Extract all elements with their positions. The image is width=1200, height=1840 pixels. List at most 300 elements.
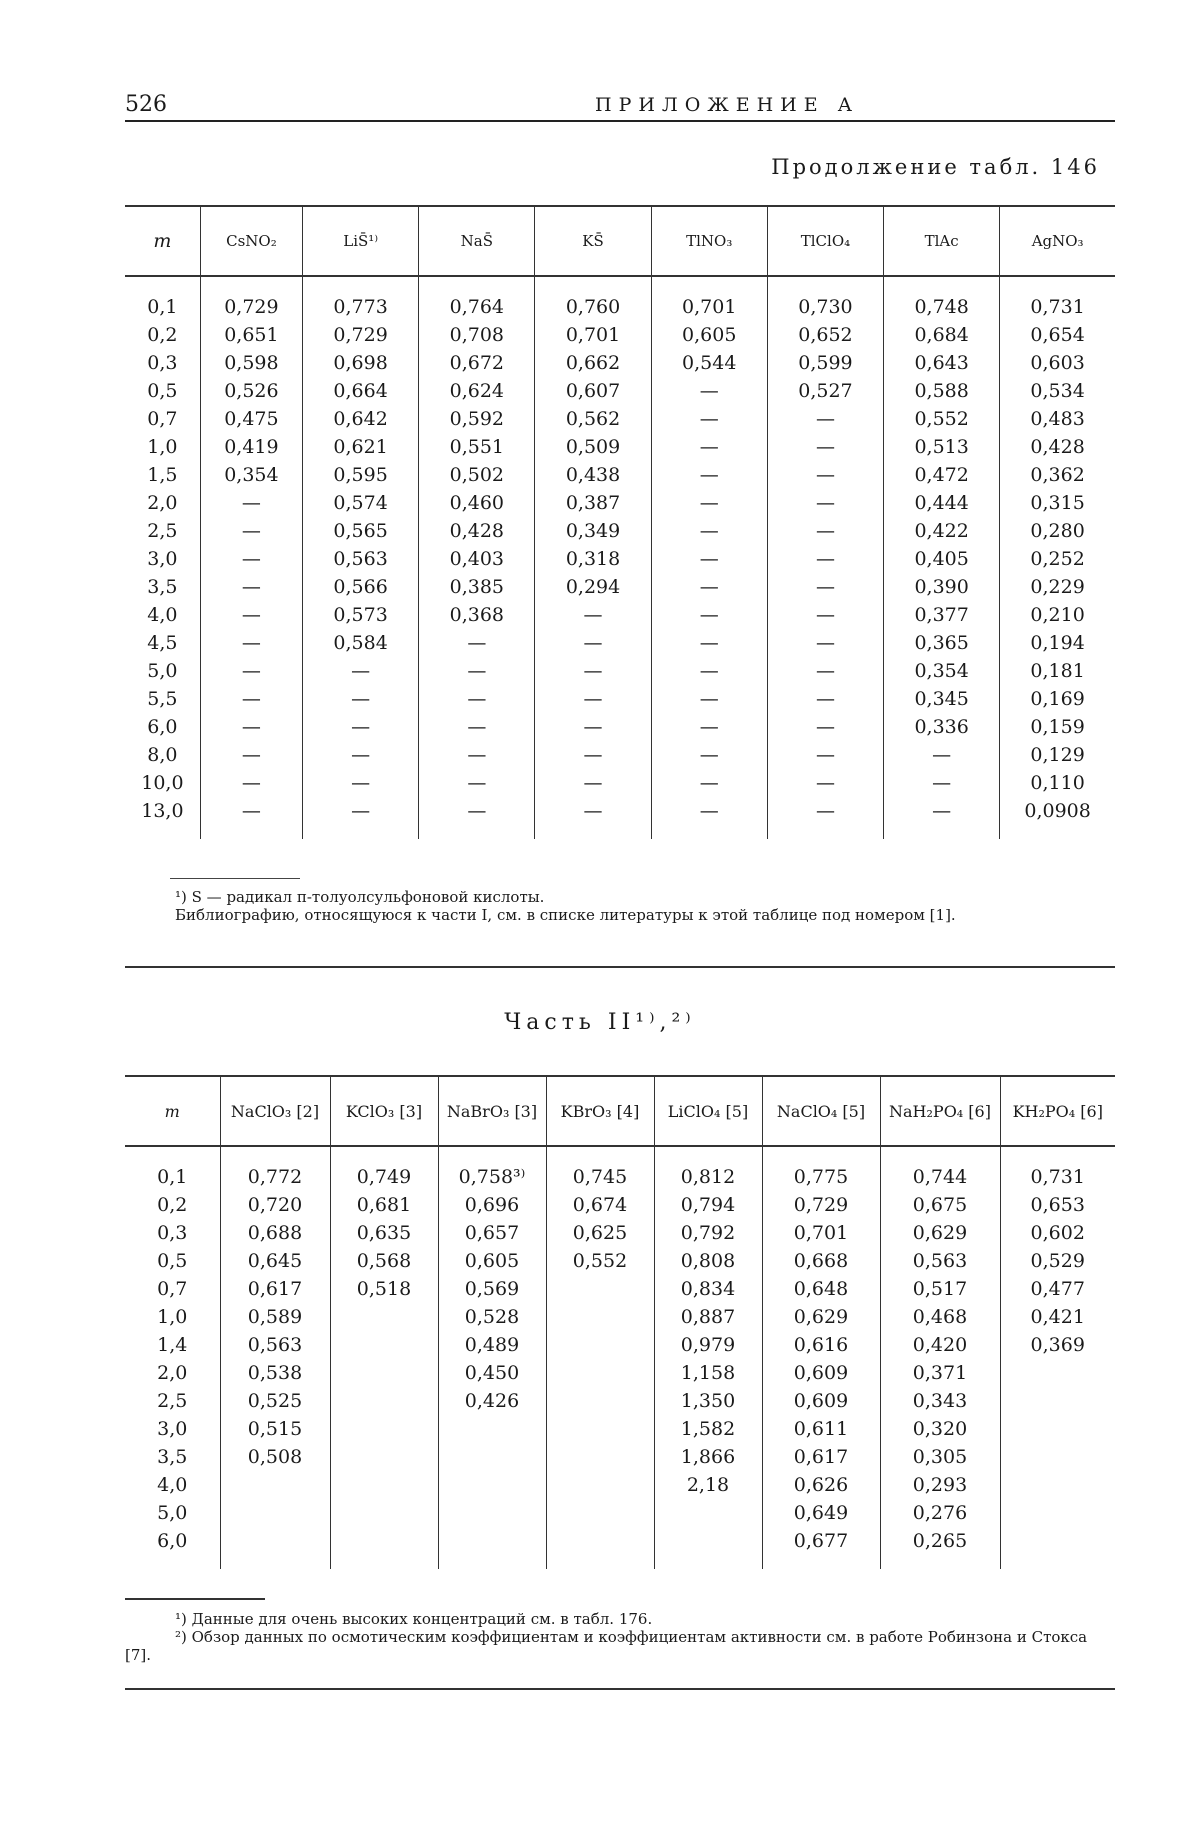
value-cell: —: [767, 433, 883, 461]
value-cell: —: [767, 545, 883, 573]
value-cell: 0,194: [1000, 629, 1115, 657]
value-cell: [1000, 1443, 1115, 1471]
value-cell: 0,588: [884, 377, 1000, 405]
value-cell: [1000, 1387, 1115, 1415]
value-cell: 0,792: [654, 1219, 762, 1247]
value-cell: 0,609: [762, 1387, 880, 1415]
table-row: [125, 433, 1115, 461]
value-cell: [220, 1527, 330, 1569]
molality-cell: 10,0: [141, 772, 184, 794]
value-cell: [330, 1331, 438, 1359]
molality-cell: 0,7: [157, 1278, 188, 1300]
value-cell: 0,544: [651, 349, 767, 377]
value-cell: 0,794: [654, 1191, 762, 1219]
value-cell: 0,708: [419, 321, 535, 349]
data-table-part1: [125, 205, 1115, 839]
footnote: ²) Обзор данных по осмотическим коэффициентам и коэффициентам активности см. в работе Робинзона и Стокса [7].: [125, 1628, 1088, 1664]
table-row: [125, 741, 1115, 769]
value-cell: 0,562: [535, 405, 651, 433]
molality-cell: 0,7: [147, 408, 178, 430]
value-cell: 0,169: [1000, 685, 1115, 713]
table-row: [125, 1191, 1115, 1219]
table-row: [125, 1387, 1115, 1415]
value-cell: 0,605: [438, 1247, 546, 1275]
value-cell: 0,668: [762, 1247, 880, 1275]
value-cell: 0,528: [438, 1303, 546, 1331]
value-cell: 0,385: [419, 573, 535, 601]
value-cell: 0,643: [884, 349, 1000, 377]
value-cell: 0,748: [884, 276, 1000, 321]
bottom-rule: [125, 1688, 1115, 1690]
column-header: m: [153, 230, 172, 252]
value-cell: [654, 1499, 762, 1527]
value-cell: —: [303, 741, 419, 769]
value-cell: [1000, 1499, 1115, 1527]
value-cell: 0,598: [200, 349, 302, 377]
value-cell: —: [535, 629, 651, 657]
value-cell: 0,468: [880, 1303, 1000, 1331]
value-cell: 0,609: [762, 1359, 880, 1387]
table-body: [125, 1146, 1115, 1569]
value-cell: —: [303, 797, 419, 839]
part-title: Часть II¹⁾,²⁾: [504, 1010, 696, 1035]
value-cell: —: [767, 517, 883, 545]
value-cell: 0,617: [762, 1443, 880, 1471]
value-cell: —: [767, 601, 883, 629]
value-cell: 0,696: [438, 1191, 546, 1219]
value-cell: —: [419, 797, 535, 839]
value-cell: —: [767, 797, 883, 839]
value-cell: —: [767, 405, 883, 433]
value-cell: —: [200, 601, 302, 629]
value-cell: [546, 1415, 654, 1443]
value-cell: 0,675: [880, 1191, 1000, 1219]
table-row: [125, 1331, 1115, 1359]
table-row: [125, 601, 1115, 629]
molality-cell: 3,0: [157, 1418, 188, 1440]
value-cell: 0,808: [654, 1247, 762, 1275]
value-cell: —: [535, 713, 651, 741]
value-cell: 0,0908: [1000, 797, 1115, 839]
value-cell: —: [651, 797, 767, 839]
value-cell: 0,617: [220, 1275, 330, 1303]
value-cell: 0,369: [1000, 1331, 1115, 1359]
page-number: 526: [125, 92, 167, 117]
footnote: Библиографию, относящуюся к части I, см. в списке литературы к этой таблице под номером [1].: [175, 906, 956, 924]
value-cell: —: [651, 713, 767, 741]
value-cell: 0,672: [419, 349, 535, 377]
molality-cell: 3,5: [157, 1446, 188, 1468]
molality-cell: 0,1: [147, 296, 178, 318]
table-header-row: [125, 206, 1115, 276]
value-cell: 1,582: [654, 1415, 762, 1443]
value-cell: —: [200, 741, 302, 769]
value-cell: 0,475: [200, 405, 302, 433]
value-cell: —: [200, 489, 302, 517]
value-cell: 0,419: [200, 433, 302, 461]
value-cell: 2,18: [654, 1471, 762, 1499]
value-cell: 0,729: [762, 1191, 880, 1219]
value-cell: —: [200, 517, 302, 545]
footnote-separator: [125, 1598, 265, 1600]
value-cell: 0,403: [419, 545, 535, 573]
value-cell: —: [303, 685, 419, 713]
value-cell: 0,566: [303, 573, 419, 601]
value-cell: [330, 1471, 438, 1499]
footnotes-part2: [125, 1610, 1115, 1664]
value-cell: —: [200, 573, 302, 601]
value-cell: 0,460: [419, 489, 535, 517]
data-table-part2: [125, 1075, 1115, 1569]
value-cell: 0,421: [1000, 1303, 1115, 1331]
value-cell: [654, 1527, 762, 1569]
value-cell: —: [200, 629, 302, 657]
value-cell: 0,405: [884, 545, 1000, 573]
value-cell: [330, 1443, 438, 1471]
value-cell: —: [419, 685, 535, 713]
value-cell: —: [651, 377, 767, 405]
value-cell: 0,420: [880, 1331, 1000, 1359]
value-cell: —: [535, 601, 651, 629]
value-cell: 0,387: [535, 489, 651, 517]
value-cell: [1000, 1527, 1115, 1569]
value-cell: 0,265: [880, 1527, 1000, 1569]
value-cell: —: [535, 797, 651, 839]
value-cell: 0,573: [303, 601, 419, 629]
table-row: [125, 1471, 1115, 1499]
molality-cell: 4,0: [147, 604, 178, 626]
value-cell: [1000, 1359, 1115, 1387]
value-cell: 0,731: [1000, 276, 1115, 321]
value-cell: 0,354: [884, 657, 1000, 685]
value-cell: [546, 1359, 654, 1387]
value-cell: [1000, 1471, 1115, 1499]
molality-cell: 0,2: [147, 324, 178, 346]
column-header: NaH₂PO₄ [6]: [880, 1076, 1000, 1146]
value-cell: —: [884, 797, 1000, 839]
value-cell: 0,701: [651, 276, 767, 321]
value-cell: —: [767, 713, 883, 741]
value-cell: 0,677: [762, 1527, 880, 1569]
value-cell: —: [767, 461, 883, 489]
value-cell: [546, 1443, 654, 1471]
value-cell: —: [419, 741, 535, 769]
column-header: LiClO₄ [5]: [654, 1076, 762, 1146]
table-row: [125, 405, 1115, 433]
value-cell: [546, 1471, 654, 1499]
value-cell: —: [200, 713, 302, 741]
column-header: AgNO₃: [1000, 206, 1115, 276]
column-header: TlAc: [884, 206, 1000, 276]
value-cell: —: [651, 769, 767, 797]
value-cell: 0,635: [330, 1219, 438, 1247]
value-cell: 1,350: [654, 1387, 762, 1415]
value-cell: 0,626: [762, 1471, 880, 1499]
table-row: [125, 321, 1115, 349]
value-cell: 0,320: [880, 1415, 1000, 1443]
value-cell: 1,158: [654, 1359, 762, 1387]
value-cell: 0,489: [438, 1331, 546, 1359]
footnote: ¹) Данные для очень высоких концентраций см. в табл. 176.: [175, 1610, 653, 1628]
table-row: [125, 713, 1115, 741]
value-cell: 0,731: [1000, 1146, 1115, 1191]
value-cell: 0,390: [884, 573, 1000, 601]
value-cell: 0,744: [880, 1146, 1000, 1191]
column-header: NaClO₃ [2]: [220, 1076, 330, 1146]
value-cell: 0,428: [1000, 433, 1115, 461]
column-header: KS̄: [535, 206, 651, 276]
value-cell: [438, 1443, 546, 1471]
value-cell: 0,551: [419, 433, 535, 461]
value-cell: 0,422: [884, 517, 1000, 545]
table-row: [125, 1527, 1115, 1569]
value-cell: 0,616: [762, 1331, 880, 1359]
value-cell: 0,629: [880, 1219, 1000, 1247]
value-cell: 0,745: [546, 1146, 654, 1191]
value-cell: 0,343: [880, 1387, 1000, 1415]
molality-cell: 13,0: [141, 800, 184, 822]
value-cell: 0,887: [654, 1303, 762, 1331]
value-cell: [546, 1275, 654, 1303]
molality-cell: 2,5: [147, 520, 178, 542]
table-row: [125, 1219, 1115, 1247]
value-cell: 0,525: [220, 1387, 330, 1415]
table-row: [125, 1499, 1115, 1527]
value-cell: 0,599: [767, 349, 883, 377]
value-cell: 0,584: [303, 629, 419, 657]
value-cell: 0,592: [419, 405, 535, 433]
value-cell: 0,701: [762, 1219, 880, 1247]
value-cell: —: [419, 629, 535, 657]
table-row: [125, 1359, 1115, 1387]
value-cell: —: [200, 685, 302, 713]
value-cell: 0,645: [220, 1247, 330, 1275]
value-cell: 0,252: [1000, 545, 1115, 573]
value-cell: 0,654: [1000, 321, 1115, 349]
value-cell: 0,652: [767, 321, 883, 349]
value-cell: 0,472: [884, 461, 1000, 489]
value-cell: 1,866: [654, 1443, 762, 1471]
value-cell: [438, 1415, 546, 1443]
table-row: [125, 657, 1115, 685]
value-cell: 0,276: [880, 1499, 1000, 1527]
value-cell: 0,181: [1000, 657, 1115, 685]
column-header: NaBrO₃ [3]: [438, 1076, 546, 1146]
molality-cell: 0,1: [157, 1166, 188, 1188]
value-cell: 0,642: [303, 405, 419, 433]
value-cell: —: [535, 769, 651, 797]
value-cell: 0,569: [438, 1275, 546, 1303]
table-row: [125, 349, 1115, 377]
value-cell: 0,664: [303, 377, 419, 405]
section-rule: [125, 966, 1115, 968]
table-header-row: [125, 1076, 1115, 1146]
value-cell: 0,354: [200, 461, 302, 489]
value-cell: 0,688: [220, 1219, 330, 1247]
table-row: [125, 276, 1115, 321]
value-cell: 0,603: [1000, 349, 1115, 377]
molality-cell: 2,0: [147, 492, 178, 514]
column-header: m: [164, 1101, 180, 1121]
value-cell: 0,698: [303, 349, 419, 377]
molality-cell: 0,3: [147, 352, 178, 374]
molality-cell: 0,3: [157, 1222, 188, 1244]
value-cell: 0,624: [419, 377, 535, 405]
molality-cell: 8,0: [147, 744, 178, 766]
value-cell: 0,336: [884, 713, 1000, 741]
value-cell: [1000, 1415, 1115, 1443]
value-cell: [546, 1303, 654, 1331]
molality-cell: 2,5: [157, 1390, 188, 1412]
value-cell: —: [419, 713, 535, 741]
footnotes-part1: [125, 888, 1115, 924]
molality-cell: 0,5: [147, 380, 178, 402]
value-cell: 0,508: [220, 1443, 330, 1471]
column-header: KClO₃ [3]: [330, 1076, 438, 1146]
value-cell: —: [651, 685, 767, 713]
molality-cell: 6,0: [147, 716, 178, 738]
column-header: TlClO₄: [767, 206, 883, 276]
value-cell: —: [303, 657, 419, 685]
value-cell: 0,764: [419, 276, 535, 321]
molality-cell: 2,0: [157, 1362, 188, 1384]
value-cell: 0,568: [330, 1247, 438, 1275]
table-row: [125, 1275, 1115, 1303]
value-cell: —: [767, 573, 883, 601]
value-cell: 0,565: [303, 517, 419, 545]
column-header: KBrO₃ [4]: [546, 1076, 654, 1146]
value-cell: 0,438: [535, 461, 651, 489]
value-cell: 0,563: [880, 1247, 1000, 1275]
value-cell: —: [767, 769, 883, 797]
value-cell: 0,812: [654, 1146, 762, 1191]
molality-cell: 5,0: [147, 660, 178, 682]
value-cell: 0,605: [651, 321, 767, 349]
value-cell: 0,229: [1000, 573, 1115, 601]
value-cell: [546, 1331, 654, 1359]
value-cell: 0,280: [1000, 517, 1115, 545]
value-cell: 0,563: [220, 1331, 330, 1359]
table-row: [125, 1146, 1115, 1191]
value-cell: 0,368: [419, 601, 535, 629]
value-cell: 0,349: [535, 517, 651, 545]
value-cell: 0,730: [767, 276, 883, 321]
molality-cell: 3,0: [147, 548, 178, 570]
molality-cell: 1,4: [157, 1334, 188, 1356]
value-cell: 0,758³⁾: [438, 1146, 546, 1191]
value-cell: 0,607: [535, 377, 651, 405]
value-cell: —: [651, 461, 767, 489]
value-cell: —: [767, 629, 883, 657]
value-cell: 0,159: [1000, 713, 1115, 741]
table-row: [125, 489, 1115, 517]
molality-cell: 1,5: [147, 464, 178, 486]
footnote: ¹) S — радикал п-толуолсульфоновой кислоты.: [175, 888, 545, 906]
value-cell: 0,589: [220, 1303, 330, 1331]
value-cell: 0,563: [303, 545, 419, 573]
header-rule: [125, 120, 1115, 122]
value-cell: —: [200, 769, 302, 797]
value-cell: 0,662: [535, 349, 651, 377]
value-cell: —: [767, 741, 883, 769]
column-header: NaClO₄ [5]: [762, 1076, 880, 1146]
value-cell: —: [651, 657, 767, 685]
value-cell: 0,294: [535, 573, 651, 601]
footnote-separator: [170, 878, 300, 879]
value-cell: 0,426: [438, 1387, 546, 1415]
value-cell: 0,509: [535, 433, 651, 461]
value-cell: 0,526: [200, 377, 302, 405]
value-cell: 0,749: [330, 1146, 438, 1191]
value-cell: [438, 1499, 546, 1527]
value-cell: [330, 1359, 438, 1387]
value-cell: 0,657: [438, 1219, 546, 1247]
value-cell: 0,629: [762, 1303, 880, 1331]
value-cell: 0,517: [880, 1275, 1000, 1303]
table-row: [125, 545, 1115, 573]
value-cell: —: [651, 405, 767, 433]
value-cell: —: [767, 489, 883, 517]
value-cell: —: [651, 573, 767, 601]
value-cell: —: [651, 545, 767, 573]
molality-cell: 1,0: [147, 436, 178, 458]
value-cell: 0,450: [438, 1359, 546, 1387]
value-cell: 0,365: [884, 629, 1000, 657]
value-cell: 0,502: [419, 461, 535, 489]
table-row: [125, 797, 1115, 839]
value-cell: 0,552: [884, 405, 1000, 433]
value-cell: 0,515: [220, 1415, 330, 1443]
value-cell: 0,625: [546, 1219, 654, 1247]
table-row: [125, 629, 1115, 657]
value-cell: 0,681: [330, 1191, 438, 1219]
value-cell: 0,444: [884, 489, 1000, 517]
value-cell: 0,674: [546, 1191, 654, 1219]
value-cell: [330, 1527, 438, 1569]
value-cell: —: [535, 685, 651, 713]
value-cell: 0,552: [546, 1247, 654, 1275]
value-cell: 0,483: [1000, 405, 1115, 433]
value-cell: 0,362: [1000, 461, 1115, 489]
table-row: [125, 517, 1115, 545]
value-cell: [546, 1499, 654, 1527]
value-cell: —: [651, 433, 767, 461]
value-cell: 0,538: [220, 1359, 330, 1387]
table-row: [125, 461, 1115, 489]
running-title: ПРИЛОЖЕНИЕ А: [595, 94, 860, 116]
molality-cell: 1,0: [157, 1306, 188, 1328]
value-cell: 0,979: [654, 1331, 762, 1359]
table-row: [125, 1303, 1115, 1331]
value-cell: 0,772: [220, 1146, 330, 1191]
value-cell: 0,210: [1000, 601, 1115, 629]
value-cell: 0,371: [880, 1359, 1000, 1387]
value-cell: [330, 1415, 438, 1443]
molality-cell: 6,0: [157, 1530, 188, 1552]
value-cell: [546, 1527, 654, 1569]
molality-cell: 4,0: [157, 1474, 188, 1496]
value-cell: 0,775: [762, 1146, 880, 1191]
value-cell: 0,653: [1000, 1191, 1115, 1219]
value-cell: —: [200, 545, 302, 573]
value-cell: [546, 1387, 654, 1415]
value-cell: 0,648: [762, 1275, 880, 1303]
value-cell: —: [651, 517, 767, 545]
value-cell: [330, 1303, 438, 1331]
value-cell: 0,720: [220, 1191, 330, 1219]
value-cell: 0,129: [1000, 741, 1115, 769]
value-cell: 0,305: [880, 1443, 1000, 1471]
